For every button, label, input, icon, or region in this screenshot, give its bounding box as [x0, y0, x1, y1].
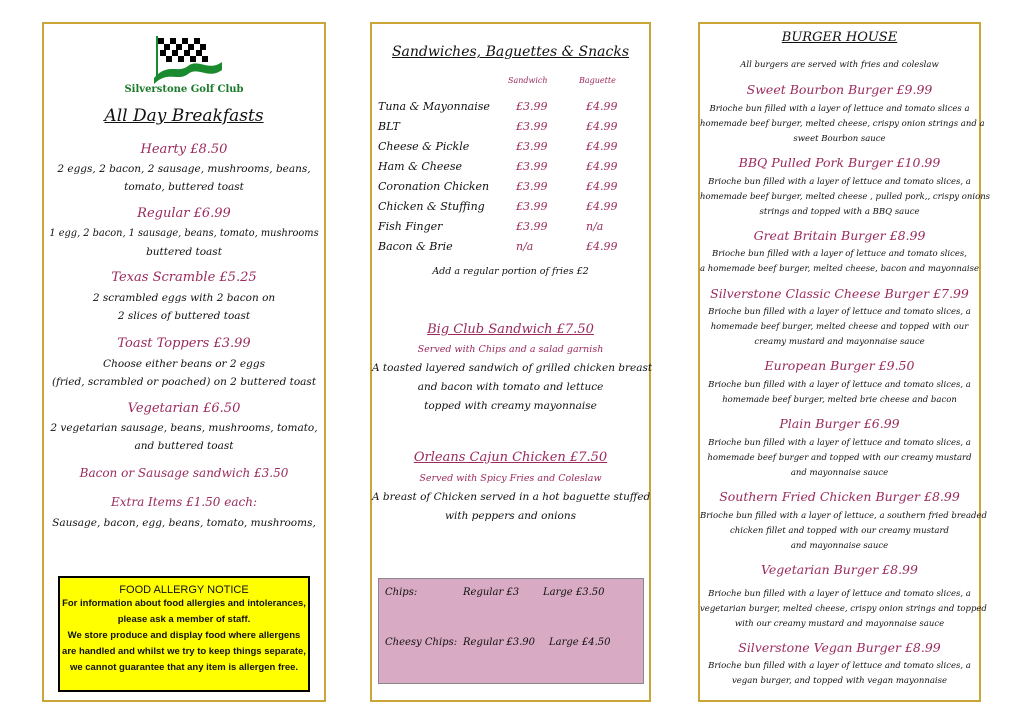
burger-name: Silverstone Classic Cheese Burger £7.99 — [710, 286, 969, 301]
orleans-sub: Served with Spicy Fries and Coleslaw — [419, 473, 602, 484]
sandwich-name: Tuna & Mayonnaise — [378, 100, 490, 113]
col-sandwich: Sandwich — [508, 76, 548, 85]
col-baguette: Baguette — [579, 76, 616, 85]
burger-title: BURGER HOUSE — [781, 30, 898, 45]
baguette-price: £4.99 — [586, 200, 618, 213]
allergy-line: please ask a member of staff. — [117, 614, 251, 625]
burger-line: vegan burger, and topped with vegan mayonnaise — [731, 676, 948, 686]
big-club-title: Big Club Sandwich £7.50 — [427, 322, 594, 337]
burger-name: Sweet Bourbon Burger £9.99 — [746, 82, 933, 97]
logo-text: Silverstone Golf Club — [124, 84, 244, 95]
item-line: (fried, scrambled or poached) on 2 buttered toast — [51, 376, 317, 388]
sandwich-name: BLT — [378, 120, 400, 133]
burger-line: sweet Bourbon sauce — [793, 134, 886, 144]
orleans-line: A breast of Chicken served in a hot baguette stuffed — [372, 491, 651, 503]
allergy-line: we cannot guarantee that any item is allergen free. — [69, 662, 299, 673]
sandwich-price: £3.99 — [516, 180, 548, 193]
item-line: Sausage, bacon, egg, beans, tomato, mushrooms, — [52, 517, 316, 529]
baguette-price: £4.99 — [586, 240, 618, 253]
burger-line: Brioche bun filled with a layer of lettuce and tomato slices, — [712, 249, 967, 259]
item-line: 2 scrambled eggs with 2 bacon on — [92, 292, 276, 304]
allergy-line: are handled and whilst we try to keep things separate, — [62, 646, 306, 657]
sandwich-name: Bacon & Brie — [378, 240, 453, 253]
chips-box — [378, 578, 644, 684]
item-line: tomato, buttered toast — [124, 181, 244, 193]
burger-line: Brioche bun filled with a layer of lettuce and tomato slices, a — [708, 177, 971, 187]
sandwich-name: Coronation Chicken — [378, 180, 490, 193]
burger-name: Silverstone Vegan Burger £8.99 — [738, 640, 941, 655]
item-line: 1 egg, 2 bacon, 1 sausage, beans, tomato, mushrooms — [49, 228, 319, 239]
sandwich-title: Sandwiches, Baguettes & Snacks — [391, 44, 630, 60]
item-name: Vegetarian £6.50 — [127, 401, 241, 416]
orleans-line: with peppers and onions — [445, 510, 576, 522]
sandwich-name: Chicken & Stuffing — [378, 200, 485, 213]
item-line: 2 eggs, 2 bacon, 2 sausage, mushrooms, beans, — [57, 163, 311, 175]
burger-line: creamy mustard and mayonnaise sauce — [754, 337, 925, 347]
baguette-price: £4.99 — [586, 180, 618, 193]
burger-line: homemade beef burger, melted cheese and topped with our — [710, 322, 969, 332]
item-line: Choose either beans or 2 eggs — [103, 358, 265, 370]
burger-name: Southern Fried Chicken Burger £8.99 — [719, 489, 960, 504]
sandwich-price: £3.99 — [516, 140, 548, 153]
burger-line: homemade beef burger, melted brie cheese and bacon — [722, 395, 957, 405]
burger-line: and mayonnaise sauce — [790, 468, 889, 478]
item-line: 2 slices of buttered toast — [117, 310, 251, 322]
item-line: and buttered toast — [134, 440, 234, 452]
burger-line: Brioche bun filled with a layer of lettuce and tomato slices a — [709, 104, 970, 114]
sandwich-price: £3.99 — [516, 120, 548, 133]
big-club-sub: Served with Chips and a salad garnish — [417, 344, 604, 355]
burger-line: Brioche bun filled with a layer of lettuce and tomato slices, a — [708, 589, 971, 599]
sandwich-price: £3.99 — [516, 160, 548, 173]
golf-club-logo — [148, 32, 228, 84]
allergy-line: We store produce and display food where allergens — [67, 630, 301, 641]
chips-large: Large £3.50 — [543, 587, 605, 598]
burger-name: BBQ Pulled Pork Burger £10.99 — [738, 155, 941, 170]
sandwich-panel — [370, 22, 651, 702]
breakfast-panel — [42, 22, 326, 702]
cheesy-chips-large: Large £4.50 — [549, 637, 611, 648]
sandwich-name: Ham & Cheese — [378, 160, 463, 173]
baguette-price: £4.99 — [586, 160, 618, 173]
allergy-title: FOOD ALLERGY NOTICE — [119, 584, 249, 596]
burger-line: homemade beef burger and topped with our creamy mustard — [707, 453, 972, 463]
burger-line: Brioche bun filled with a layer of lettuce and tomato slices, a — [708, 438, 971, 448]
burger-line: vegetarian burger, melted cheese, crispy onion strings and topped — [700, 604, 987, 614]
item-name: Regular £6.99 — [137, 206, 231, 221]
allergy-line: For information about food allergies and intolerances, — [62, 598, 306, 609]
burger-line: Brioche bun filled with a layer of lettuce, a southern fried breaded — [700, 511, 987, 521]
big-club-line: and bacon with tomato and lettuce — [417, 381, 604, 393]
fries-note: Add a regular portion of fries £2 — [432, 266, 589, 277]
item-name: Texas Scramble £5.25 — [111, 270, 257, 285]
big-club-line: topped with creamy mayonnaise — [424, 400, 597, 412]
sandwich-price: £3.99 — [516, 200, 548, 213]
big-club-line: A toasted layered sandwich of grilled chicken breast — [372, 362, 653, 374]
item-name: Hearty £8.50 — [140, 142, 228, 157]
burger-line: with our creamy mustard and mayonnaise sauce — [734, 619, 945, 629]
baguette-price: £4.99 — [586, 100, 618, 113]
burger-line: a homemade beef burger, melted cheese, bacon and mayonnaise — [700, 264, 979, 274]
baguette-price: £4.99 — [586, 120, 618, 133]
burger-name: Vegetarian Burger £8.99 — [761, 562, 918, 577]
cheesy-chips-label: Cheesy Chips: — [385, 637, 458, 648]
item-line: 2 vegetarian sausage, beans, mushrooms, tomato, — [50, 422, 318, 434]
baguette-price: £4.99 — [586, 140, 618, 153]
item-name: Extra Items £1.50 each: — [111, 495, 257, 509]
sandwich-name: Cheese & Pickle — [378, 140, 470, 153]
sandwich-name: Fish Finger — [378, 220, 443, 233]
burger-line: homemade beef burger, melted cheese , pulled pork,, crispy onions — [700, 192, 991, 202]
burger-line: Brioche bun filled with a layer of lettuce and tomato slices, a — [708, 380, 971, 390]
item-line: buttered toast — [146, 246, 222, 258]
burger-subtitle: All burgers are served with fries and coleslaw — [740, 60, 939, 70]
burger-line: and mayonnaise sauce — [790, 541, 889, 551]
burger-name: Plain Burger £6.99 — [779, 416, 900, 431]
breakfast-title: All Day Breakfasts — [104, 106, 264, 126]
cheesy-chips-regular: Regular £3.90 — [463, 637, 536, 648]
burger-line: homemade beef burger, melted cheese, crispy onion strings and a — [700, 119, 985, 129]
baguette-price: n/a — [586, 220, 604, 233]
chips-regular: Regular £3 — [463, 587, 520, 598]
item-name: Toast Toppers £3.99 — [117, 336, 251, 351]
sandwich-price: £3.99 — [516, 220, 548, 233]
item-name: Bacon or Sausage sandwich £3.50 — [79, 466, 289, 480]
burger-line: Brioche bun filled with a layer of lettuce and tomato slices, a — [708, 307, 971, 317]
chips-label: Chips: — [385, 587, 418, 598]
sandwich-price: n/a — [516, 240, 534, 253]
burger-panel — [698, 22, 991, 702]
burger-line: chicken fillet and topped with our creamy mustard — [730, 526, 949, 536]
sandwich-price: £3.99 — [516, 100, 548, 113]
burger-line: strings and topped with a BBQ sauce — [759, 207, 920, 217]
burger-name: Great Britain Burger £8.99 — [753, 228, 926, 243]
burger-name: European Burger £9.50 — [764, 358, 915, 373]
burger-line: Brioche bun filled with a layer of lettuce and tomato slices, a — [708, 661, 971, 671]
allergy-notice — [58, 576, 310, 692]
orleans-title: Orleans Cajun Chicken £7.50 — [413, 450, 608, 465]
